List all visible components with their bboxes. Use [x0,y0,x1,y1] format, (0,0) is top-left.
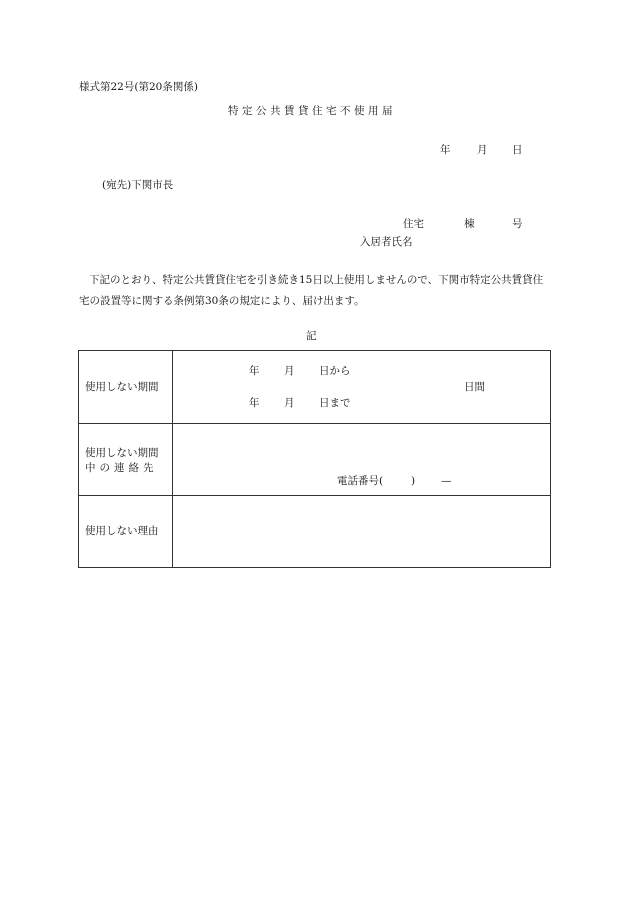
contact-label-line2: 中の連絡先 [85,462,158,474]
from-day-label: 日から [319,365,351,377]
body-text: 下記のとおり、特定公共賃貸住宅を引き続き15日以上使用しませんので、下関市特定公共賃貸住宅の設置等に関する条例第30条の規定により、届け出ます。 [79,274,544,307]
to-day-label: 日まで [319,397,351,409]
address-label: 住宅 [403,218,424,230]
period-label-cell [79,351,173,423]
from-year-label: 年 [249,365,260,377]
date-year-label: 年 [440,144,451,156]
document-title: 特定公共賃貸住宅不使用届 [228,105,396,117]
date-month-label: 月 [477,144,488,156]
days-count-label: 日間 [464,381,485,393]
reason-value-cell[interactable] [173,496,550,568]
reason-label: 使用しない理由 [85,525,159,537]
table-row-reason [79,495,550,568]
from-month-label: 月 [284,365,295,377]
to-month-label: 月 [284,397,295,409]
phone-dash: — [441,475,452,487]
date-day-label: 日 [512,144,523,156]
period-label: 使用しない期間 [85,381,159,393]
phone-paren-close: ) [411,475,416,487]
room-number-label: 号 [512,218,523,230]
table-row-period [79,351,550,423]
form-table [78,350,551,568]
addressee: (宛先)下関市長 [102,179,174,191]
form-number: 様式第22号(第20条関係) [79,81,198,93]
ki-heading: 記 [306,330,317,342]
building-label: 棟 [464,218,475,230]
contact-label-cell [79,424,173,496]
contact-label-line1: 使用しない期間 [85,447,159,459]
phone-number-label: 電話番号( [337,475,384,487]
body-paragraph [79,270,551,312]
reason-label-cell [79,496,173,568]
contact-value-cell[interactable] [173,424,550,496]
to-year-label: 年 [249,397,260,409]
period-value-cell[interactable] [173,351,550,423]
resident-name-label: 入居者氏名 [360,236,413,248]
table-row-contact [79,423,550,496]
